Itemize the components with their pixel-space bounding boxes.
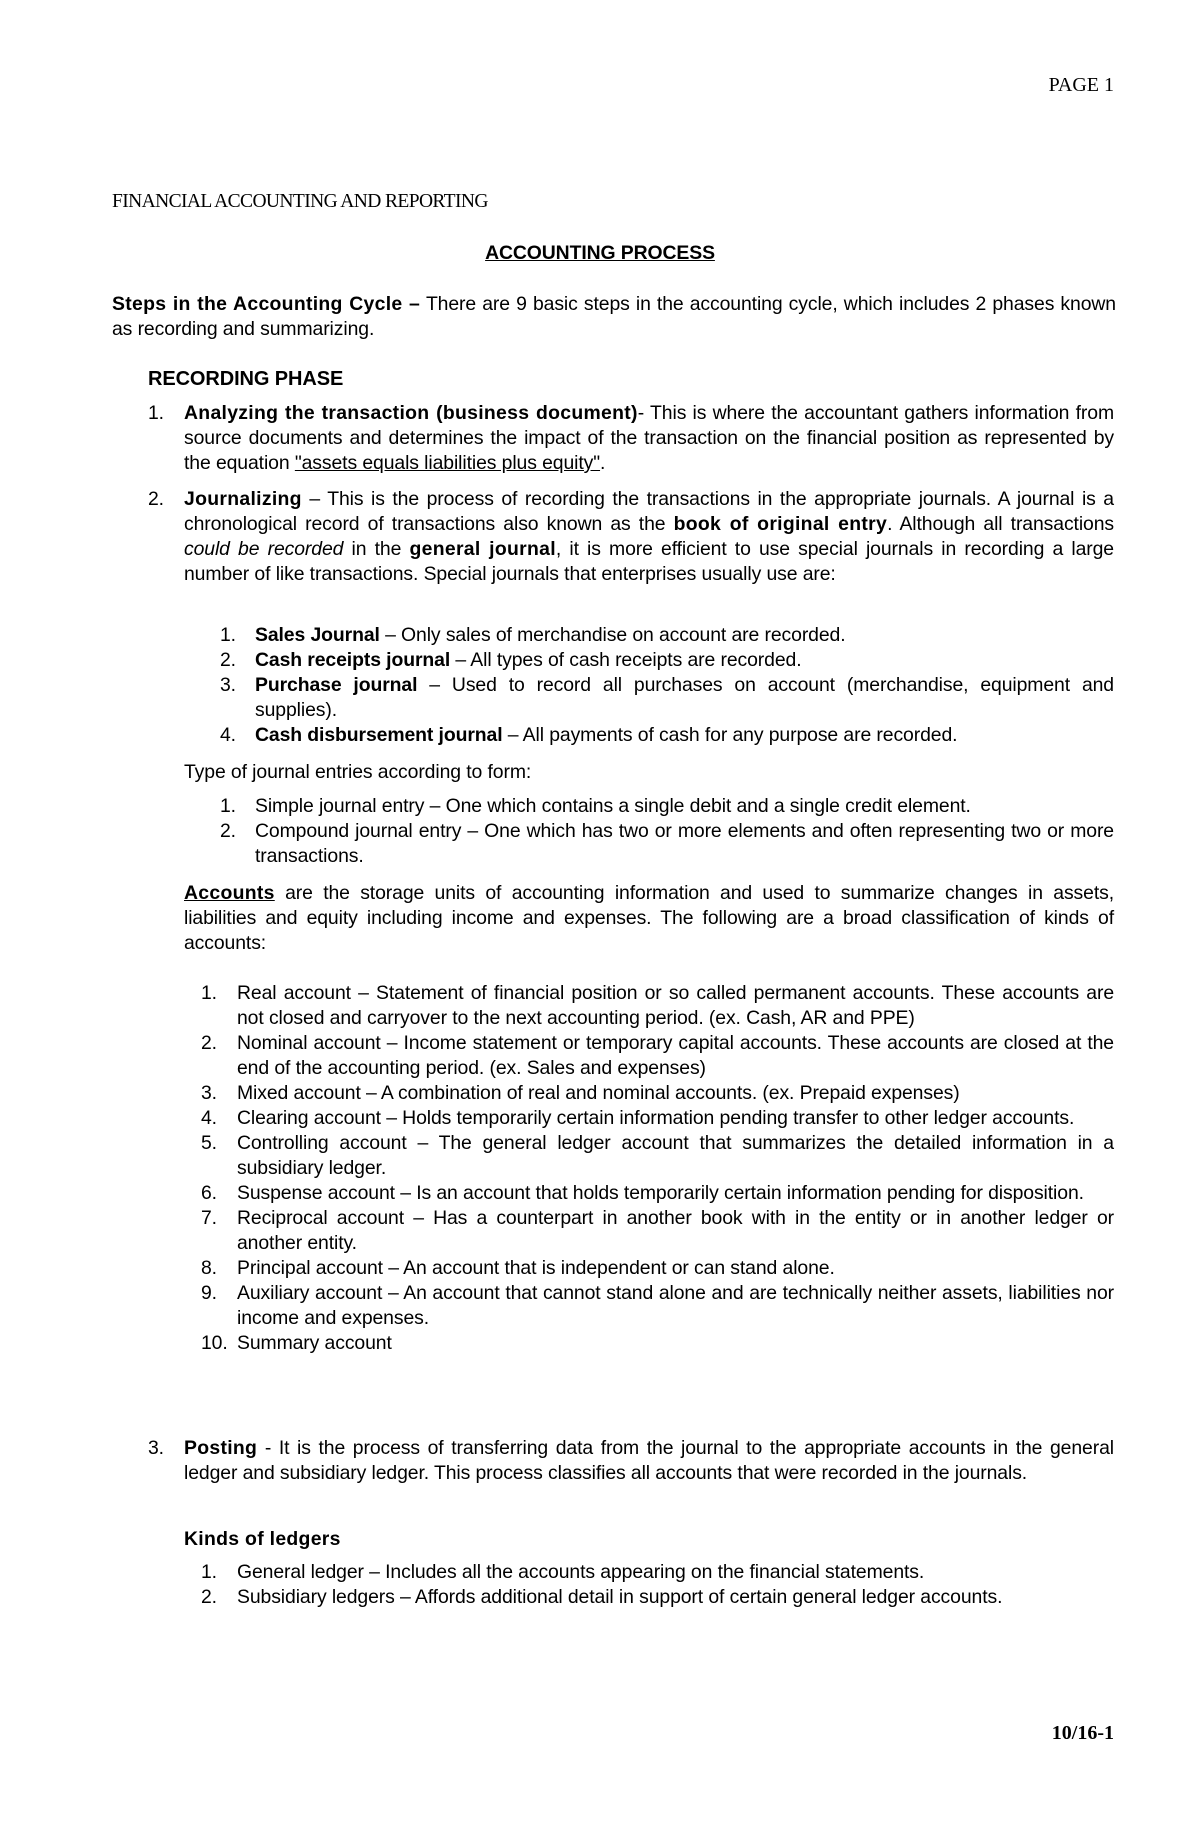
item-number: 5.	[201, 1132, 217, 1154]
item-number: 9.	[201, 1282, 217, 1304]
item-text: Auxiliary account – An account that cannot stand alone and are technically neither assets, liabilities nor income and expenses.	[237, 1282, 1114, 1329]
document-title: FINANCIAL ACCOUNTING AND REPORTING	[112, 191, 488, 212]
item-number: 4.	[220, 724, 236, 746]
step-number: 2.	[148, 488, 164, 510]
item-text: Reciprocal account – Has a counterpart in another book with in the entity or in another ledger or another entity.	[237, 1207, 1114, 1254]
step-number: 3.	[148, 1437, 164, 1459]
item-text: Compound journal entry – One which has two or more elements and often representing two or more transactions.	[255, 820, 1114, 867]
item-number: 8.	[201, 1257, 217, 1279]
item-text: Principal account – An account that is independent or can stand alone.	[237, 1257, 835, 1279]
step-text	[184, 1436, 1114, 1486]
item-number: 1.	[201, 982, 217, 1004]
entry-types-list	[0, 794, 1200, 869]
general-journal-term: general journal	[409, 538, 556, 560]
list-item	[0, 1281, 1200, 1331]
intro-text: There are 9 basic steps in the accounting cycle, which includes 2 phases known as recording and summarizing.	[112, 293, 1116, 340]
step-body-end: .	[600, 452, 606, 474]
step-body: - This is where the accountant gathers information from source documents and determines the impact of the transaction on the financial position as represented by the equation	[184, 402, 1114, 474]
item-text: Mixed account – A combination of real and nominal accounts. (ex. Prepaid expenses)	[237, 1082, 960, 1104]
item-number: 1.	[220, 795, 236, 817]
list-item	[0, 487, 1200, 587]
item-number: 2.	[220, 649, 236, 671]
list-item	[0, 623, 1200, 648]
intro-paragraph	[112, 292, 1116, 342]
section-title: ACCOUNTING PROCESS	[485, 242, 715, 264]
list-item	[0, 1206, 1200, 1256]
ledgers-heading: Kinds of ledgers	[184, 1528, 341, 1550]
item-number: 4.	[201, 1107, 217, 1129]
account-kinds-list	[0, 981, 1200, 1356]
step-title: Analyzing the transaction (business document)	[184, 402, 638, 424]
item-text	[255, 623, 1114, 648]
list-item	[0, 1436, 1200, 1486]
journal-desc: – Used to record all purchases on account (merchandise, equipment and supplies).	[255, 674, 1114, 721]
intro-bold: Steps in the Accounting Cycle –	[112, 293, 421, 315]
step-body: - It is the process of transferring data from the journal to the appropriate accounts in the general ledger and subsidiary ledger. This process classifies all accounts that were recorded in the journals.	[184, 1437, 1114, 1484]
step-1	[0, 401, 1200, 476]
item-text: Subsidiary ledgers – Affords additional detail in support of certain general ledger accounts.	[237, 1586, 1003, 1608]
item-text: Nominal account – Income statement or temporary capital accounts. These accounts are closed at the end of the accounting period. (ex. Sales and expenses)	[237, 1032, 1114, 1079]
item-number: 10.	[201, 1332, 228, 1354]
list-item	[0, 1181, 1200, 1206]
item-text: General ledger – Includes all the accounts appearing on the financial statements.	[237, 1561, 925, 1583]
item-text: Clearing account – Holds temporarily certain information pending transfer to other ledger accounts.	[237, 1107, 1075, 1129]
list-item	[0, 1106, 1200, 1131]
item-text: Simple journal entry – One which contains a single debit and a single credit element.	[255, 795, 971, 817]
list-item	[0, 981, 1200, 1031]
item-text: Controlling account – The general ledger account that summarizes the detailed information in a subsidiary ledger.	[237, 1132, 1114, 1179]
step-number: 1.	[148, 402, 164, 424]
step-body: , it is more efficient to use special journals in recording a large number of like transactions. Special journals that enterprises usually use are:	[184, 538, 1114, 585]
list-item	[0, 1256, 1200, 1281]
item-text	[255, 648, 1114, 673]
item-number: 1.	[220, 624, 236, 646]
list-item	[0, 794, 1200, 819]
item-number: 2.	[201, 1032, 217, 1054]
step-title: Journalizing	[184, 488, 302, 510]
step-body: . Although all transactions	[887, 513, 1115, 535]
item-text	[255, 723, 1114, 748]
list-item	[0, 819, 1200, 869]
item-number: 7.	[201, 1207, 217, 1229]
footer-code: 10/16-1	[1051, 1722, 1114, 1744]
journal-desc: – Only sales of merchandise on account are recorded.	[379, 624, 846, 646]
list-item	[0, 1560, 1200, 1585]
step-text	[184, 487, 1114, 587]
book-of-original-entry: book of original entry	[673, 513, 888, 535]
list-item	[0, 1331, 1200, 1356]
list-item	[0, 1081, 1200, 1106]
page-number: PAGE 1	[1048, 74, 1114, 96]
item-number: 2.	[201, 1586, 217, 1608]
accounts-text: are the storage units of accounting information and used to summarize changes in assets, liabilities and equity including income and expenses. The following are a broad classification of kinds of accounts:	[184, 882, 1114, 954]
list-item	[0, 723, 1200, 748]
item-number: 3.	[201, 1082, 217, 1104]
special-journals-list	[0, 623, 1200, 748]
accounts-paragraph	[184, 881, 1114, 956]
item-number: 1.	[201, 1561, 217, 1583]
list-item	[0, 1131, 1200, 1181]
journal-name: Cash disbursement journal	[255, 724, 503, 746]
item-text: Suspense account – Is an account that holds temporarily certain information pending for disposition.	[237, 1182, 1084, 1204]
italic-text: could be recorded	[184, 538, 344, 560]
list-item	[0, 1031, 1200, 1081]
item-text: Summary account	[237, 1332, 392, 1354]
ledgers-list	[0, 1560, 1200, 1610]
list-item	[0, 673, 1200, 723]
step-3	[0, 1436, 1200, 1486]
recording-phase-heading: RECORDING PHASE	[148, 368, 344, 390]
list-item	[0, 1585, 1200, 1610]
journal-desc: – All payments of cash for any purpose are recorded.	[502, 724, 958, 746]
journal-name: Cash receipts journal	[255, 649, 451, 671]
step-text	[184, 401, 1114, 476]
step-body: in the	[343, 538, 410, 560]
item-number: 6.	[201, 1182, 217, 1204]
list-item	[0, 648, 1200, 673]
journal-desc: – All types of cash receipts are recorded.	[450, 649, 802, 671]
journal-name: Purchase journal	[255, 674, 418, 696]
equation-text: "assets equals liabilities plus equity"	[294, 452, 601, 474]
step-2	[0, 487, 1200, 587]
item-number: 2.	[220, 820, 236, 842]
accounts-term: Accounts	[184, 882, 275, 904]
entry-types-heading: Type of journal entries according to form:	[184, 761, 532, 783]
journal-name: Sales Journal	[255, 624, 380, 646]
step-body: – This is the process of recording the transactions in the appropriate journals. A journal is a chronological record of transactions also known as the	[184, 488, 1114, 535]
list-item	[0, 401, 1200, 476]
step-title: Posting	[184, 1437, 258, 1459]
item-text	[255, 673, 1114, 723]
item-number: 3.	[220, 674, 236, 696]
item-text: Real account – Statement of financial position or so called permanent accounts. These accounts are not closed and carryover to the next accounting period. (ex. Cash, AR and PPE)	[237, 982, 1114, 1029]
